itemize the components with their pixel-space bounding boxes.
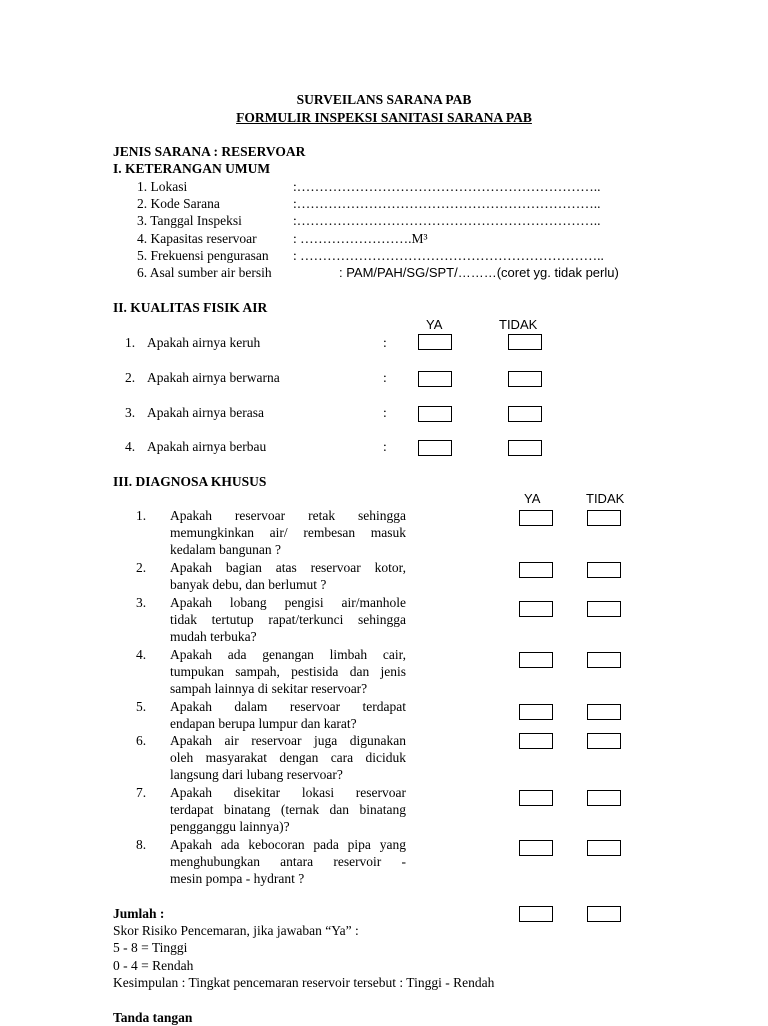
jumlah-tidak-box[interactable] (587, 906, 621, 922)
question-line: tidak tertutup rapat/terkunci sehingga (170, 612, 406, 627)
tidak-checkbox[interactable] (587, 510, 621, 526)
item-number: 2. (125, 370, 136, 385)
tidak-checkbox[interactable] (508, 334, 542, 350)
ya-checkbox[interactable] (519, 652, 553, 668)
item-label: 5. Frekuensi pengurasan (137, 248, 269, 263)
item-label: 2. Kode Sarana (137, 196, 220, 211)
question-line: sampah lainnya di sekitar reservoar? (170, 681, 368, 696)
ya-checkbox[interactable] (519, 840, 553, 856)
question-line: endapan berupa lumpur dan karat? (170, 716, 357, 731)
col-tidak-label: TIDAK (586, 491, 625, 506)
question-line: Apakah bagian atas reservoar kotor, (170, 560, 406, 575)
question-line: memungkinkan air/ rembesan masuk (170, 525, 406, 540)
col-ya-label: YA (426, 317, 443, 332)
ya-checkbox[interactable] (519, 562, 553, 578)
jumlah-label: Jumlah : (113, 906, 165, 921)
question-line: Apakah ada kebocoran pada pipa yang (170, 837, 406, 852)
skor-rendah: 0 - 4 = Rendah (113, 958, 194, 973)
item-label: 6. Asal sumber air bersih (137, 265, 272, 280)
item-number: 3. (125, 405, 136, 420)
jenis-sarana: JENIS SARANA : RESERVOAR (113, 144, 306, 159)
jumlah-ya-box[interactable] (519, 906, 553, 922)
section2-title: II. KUALITAS FISIK AIR (113, 300, 268, 315)
ya-checkbox[interactable] (418, 406, 452, 422)
tanggal-inspeksi-field[interactable]: :………………………………………………………….. (293, 213, 601, 228)
form-title: FORMULIR INSPEKSI SANITASI SARANA PAB (236, 110, 532, 125)
ya-checkbox[interactable] (418, 440, 452, 456)
item-number: 2. (136, 560, 147, 575)
colon: : (383, 405, 387, 420)
ya-checkbox[interactable] (418, 371, 452, 387)
skor-risiko-text: Skor Risiko Pencemaran, jika jawaban “Ya” : (113, 923, 359, 938)
question-line: tumpukan sampah, pestisida dan jenis (170, 664, 406, 679)
colon: : (383, 335, 387, 350)
ya-checkbox[interactable] (418, 334, 452, 350)
tidak-checkbox[interactable] (587, 601, 621, 617)
tidak-checkbox[interactable] (508, 406, 542, 422)
tidak-checkbox[interactable] (508, 440, 542, 456)
tidak-checkbox[interactable] (587, 790, 621, 806)
skor-tinggi: 5 - 8 = Tinggi (113, 940, 188, 955)
colon: : (383, 370, 387, 385)
tanda-tangan-label: Tanda tangan (113, 1010, 193, 1025)
col-tidak-label: TIDAK (499, 317, 538, 332)
question-line: pengganggu lainnya)? (170, 819, 290, 834)
question-line: oleh masyarakat dengan cara diciduk (170, 750, 406, 765)
item-number: 3. (136, 595, 147, 610)
section3-title: III. DIAGNOSA KHUSUS (113, 474, 267, 489)
tidak-checkbox[interactable] (587, 840, 621, 856)
kapasitas-field[interactable]: : …………………….M³ (293, 231, 428, 246)
item-number: 1. (136, 508, 147, 523)
question-line: banyak debu, dan berlumut ? (170, 577, 327, 592)
tidak-checkbox[interactable] (587, 562, 621, 578)
item-label: 3. Tanggal Inspeksi (137, 213, 242, 228)
question-line: terdapat binatang (ternak dan binatang (170, 802, 406, 817)
lokasi-field[interactable]: :………………………………………………………….. (293, 179, 601, 194)
col-ya-label: YA (524, 491, 541, 506)
item-label: 4. Kapasitas reservoar (137, 231, 257, 246)
item-number: 5. (136, 699, 147, 714)
ya-checkbox[interactable] (519, 601, 553, 617)
frekuensi-field[interactable]: : ………………………………………………………….. (293, 248, 604, 263)
item-number: 4. (136, 647, 147, 662)
question-line: Apakah dalam reservoar terdapat (170, 699, 406, 714)
asal-sumber-field[interactable]: : PAM/PAH/SG/SPT/………(coret yg. tidak perlu) (339, 265, 619, 280)
question-line: menghubungkan antara reservoir - (170, 854, 406, 869)
tidak-checkbox[interactable] (587, 652, 621, 668)
question-line: langsung dari lubang reservoar? (170, 767, 343, 782)
item-number: 6. (136, 733, 147, 748)
question-line: Apakah ada genangan limbah cair, (170, 647, 406, 662)
ya-checkbox[interactable] (519, 704, 553, 720)
item-number: 1. (125, 335, 136, 350)
colon: : (383, 439, 387, 454)
question-line: kedalam bangunan ? (170, 542, 281, 557)
question-text: Apakah airnya berbau (147, 439, 267, 454)
tidak-checkbox[interactable] (587, 733, 621, 749)
tidak-checkbox[interactable] (508, 371, 542, 387)
kode-sarana-field[interactable]: :………………………………………………………….. (293, 196, 601, 211)
ya-checkbox[interactable] (519, 733, 553, 749)
question-line: Apakah air reservoar juga digunakan (170, 733, 406, 748)
question-line: mesin pompa - hydrant ? (170, 871, 305, 886)
ya-checkbox[interactable] (519, 790, 553, 806)
question-line: mudah terbuka? (170, 629, 257, 644)
question-text: Apakah airnya keruh (147, 335, 261, 350)
ya-checkbox[interactable] (519, 510, 553, 526)
section1-title: I. KETERANGAN UMUM (113, 161, 271, 176)
item-number: 7. (136, 785, 147, 800)
item-label: 1. Lokasi (137, 179, 188, 194)
tidak-checkbox[interactable] (587, 704, 621, 720)
form-supertitle: SURVEILANS SARANA PAB (296, 92, 472, 107)
question-text: Apakah airnya berasa (147, 405, 264, 420)
item-number: 4. (125, 439, 136, 454)
kesimpulan-text: Kesimpulan : Tingkat pencemaran reservoir tersebut : Tinggi - Rendah (113, 975, 495, 990)
question-line: Apakah reservoar retak sehingga (170, 508, 406, 523)
question-line: Apakah disekitar lokasi reservoar (170, 785, 406, 800)
item-number: 8. (136, 837, 147, 852)
question-line: Apakah lobang pengisi air/manhole (170, 595, 406, 610)
question-text: Apakah airnya berwarna (147, 370, 280, 385)
